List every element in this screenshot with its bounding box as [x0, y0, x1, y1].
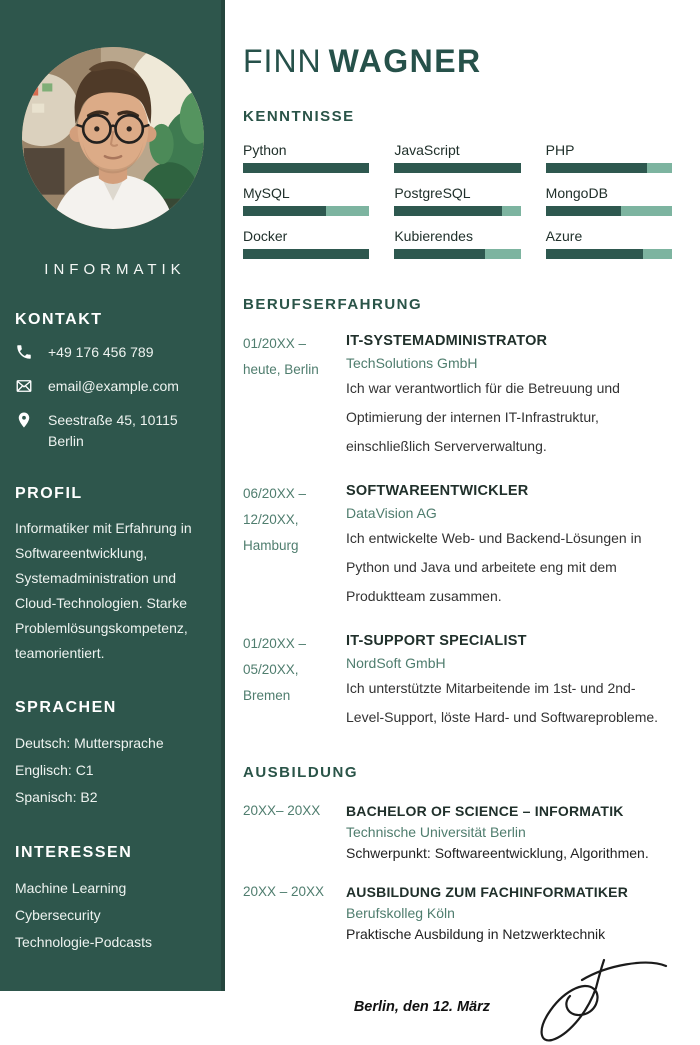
job-details: [346, 481, 672, 611]
cv-main: [225, 0, 700, 1015]
skill-item: [243, 143, 369, 173]
job-description: Ich war verantwortlich für die Betreuung und Optimierung der internen IT-Infrastruktur, einschließlich Serververwaltung.: [346, 380, 620, 454]
interest-item: Machine Learning: [15, 880, 127, 896]
skill-item: [243, 186, 369, 216]
skill-item: [546, 186, 672, 216]
education-institution: Berufskolleg Köln: [346, 905, 455, 921]
experience-heading: BERUFSERFAHRUNG: [243, 296, 423, 313]
sidebar: [0, 0, 225, 991]
education-heading: AUSBILDUNG: [243, 764, 358, 781]
interest-item: Cybersecurity: [15, 907, 101, 923]
contact-address-row: [15, 410, 209, 452]
signature-scribble: [512, 950, 672, 1045]
education-title: BACHELOR OF SCIENCE – INFORMATIK: [346, 803, 624, 819]
skills-grid: [243, 143, 672, 259]
skill-label: MongoDB: [545, 185, 608, 201]
education-entry: [243, 882, 672, 944]
job-title: IT-SUPPORT SPECIALIST: [346, 633, 527, 649]
skill-bar: [394, 206, 520, 216]
profile-summary: Informatiker mit Erfahrung in Softwareentwicklung, Systemadministration und Cloud-Technologien. Starke Problemlösungskompetenz, teamorientiert.: [15, 520, 192, 661]
contact-heading: KONTAKT: [15, 311, 103, 328]
experience-entry: [243, 631, 672, 732]
job-date-line: 01/20XX –: [243, 636, 307, 651]
contact-phone-row: [15, 342, 209, 363]
skill-item: [394, 229, 520, 259]
page-title: [243, 42, 672, 80]
job-date-line: 01/20XX –: [243, 336, 307, 351]
skill-label: MySQL: [243, 185, 290, 201]
language-item: Spanisch: B2: [15, 789, 98, 805]
skill-label: Docker: [243, 228, 288, 244]
last-name: WAGNER: [328, 43, 482, 79]
job-company: DataVision AG: [346, 505, 437, 521]
portrait-illustration: [22, 47, 204, 229]
job-date-line: heute, Berlin: [243, 362, 319, 377]
skill-label: Azure: [545, 228, 583, 244]
language-item: Englisch: C1: [15, 762, 94, 778]
skill-label: PHP: [545, 142, 575, 158]
skill-bar: [546, 163, 672, 173]
education-description: Praktische Ausbildung in Netzwerktechnik: [346, 926, 606, 942]
phone-number: +49 176 456 789: [48, 344, 154, 360]
profile-heading: PROFIL: [15, 485, 83, 502]
skill-item: [546, 229, 672, 259]
skill-bar: [394, 163, 520, 173]
education-details: [346, 882, 672, 944]
job-title: IT-SYSTEMADMINISTRATOR: [346, 333, 548, 349]
job-date-line: 05/20XX,: [243, 662, 299, 677]
skill-item: [394, 186, 520, 216]
skill-label: PostgreSQL: [394, 185, 471, 201]
phone-icon: [15, 343, 33, 361]
skill-item: [394, 143, 520, 173]
skill-label: Kubierendes: [394, 228, 473, 244]
education-date: 20XX – 20XX: [243, 884, 325, 899]
education-date: 20XX– 20XX: [243, 803, 321, 818]
skill-bar: [243, 206, 369, 216]
location-icon: [15, 411, 33, 429]
education-institution: Technische Universität Berlin: [346, 824, 526, 840]
experience-entry: [243, 481, 672, 611]
job-date-line: Hamburg: [243, 538, 299, 553]
skill-bar: [546, 206, 672, 216]
first-name: FINN: [243, 43, 322, 79]
role-label: INFORMATIK: [44, 261, 186, 278]
interest-item: Technologie-Podcasts: [15, 934, 152, 950]
skill-label: Python: [243, 142, 287, 158]
education-entry: [243, 801, 672, 863]
job-title: SOFTWAREENTWICKLER: [346, 483, 529, 499]
skill-item: [546, 143, 672, 173]
job-dates: [243, 631, 346, 732]
job-description: Ich unterstützte Mitarbeitende im 1st- und 2nd-Level-Support, löste Hard- und Softwareprobleme.: [346, 680, 659, 725]
signature-row: [243, 950, 672, 1045]
job-details: [346, 331, 672, 461]
interests-heading: INTERESSEN: [15, 844, 133, 861]
skill-label: JavaScript: [394, 142, 460, 158]
email-address: email@example.com: [48, 378, 179, 394]
job-company: NordSoft GmbH: [346, 655, 446, 671]
contact-email-row: [15, 376, 209, 397]
place-and-date: Berlin, den 12. März: [353, 999, 490, 1015]
job-dates: [243, 481, 346, 611]
skills-heading: KENNTNISSE: [243, 108, 355, 125]
skill-bar: [243, 163, 369, 173]
experience-entry: [243, 331, 672, 461]
language-item: Deutsch: Muttersprache: [15, 735, 164, 751]
job-date-line: Bremen: [243, 688, 291, 703]
education-description: Schwerpunkt: Softwareentwicklung, Algorithmen.: [346, 845, 649, 861]
job-company: TechSolutions GmbH: [346, 355, 478, 371]
job-description: Ich entwickelte Web- und Backend-Lösungen in Python und Java und arbeitete eng mit dem Produktteam zusammen.: [346, 530, 642, 604]
education-details: [346, 801, 672, 863]
languages-heading: SPRACHEN: [15, 699, 117, 716]
mail-icon: [15, 377, 33, 395]
postal-address: Seestraße 45, 10115 Berlin: [48, 412, 178, 449]
skill-item: [243, 229, 369, 259]
skill-bar: [546, 249, 672, 259]
job-date-line: 06/20XX –: [243, 486, 307, 501]
profile-photo: [22, 47, 204, 229]
job-date-line: 12/20XX,: [243, 512, 299, 527]
skill-bar: [243, 249, 369, 259]
education-title: AUSBILDUNG ZUM FACHINFORMATIKER: [346, 884, 629, 900]
job-details: [346, 631, 672, 732]
job-dates: [243, 331, 346, 461]
skill-bar: [394, 249, 520, 259]
